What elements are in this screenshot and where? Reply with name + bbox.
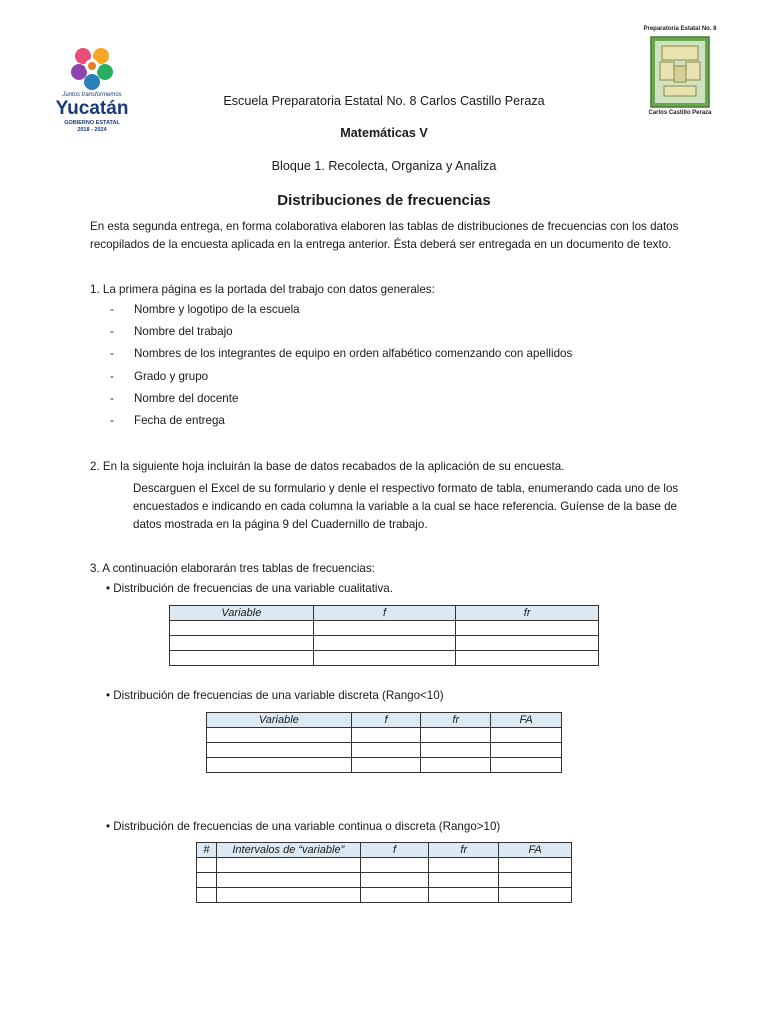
table-cell[interactable] <box>499 858 572 873</box>
table-cell[interactable] <box>360 888 429 903</box>
list-item-text: Nombre del trabajo <box>134 325 233 338</box>
logo-years: 2018 - 2024 <box>77 127 107 133</box>
table-cell[interactable] <box>207 728 352 743</box>
table-row <box>207 758 562 773</box>
table-header-cell: fr <box>429 843 499 858</box>
list-item-text: Nombre del docente <box>134 392 239 405</box>
table-header-row <box>197 843 572 858</box>
table-cell[interactable] <box>313 621 456 636</box>
table-row <box>170 651 599 666</box>
table-row <box>170 621 599 636</box>
subject-title: Matemáticas V <box>340 126 428 140</box>
intro-line-2: recopilados de la encuesta aplicada en la entrega anterior. Ésta deberá ser entregada en un documento de texto. <box>90 238 672 251</box>
section2-line-2: encuestados e indicando en cada columna la variable a la cual se hace referencia. Guíense de la base de <box>133 500 677 513</box>
seal-bottom-text: Carlos Castillo Peraza <box>648 110 712 116</box>
table-row <box>170 636 599 651</box>
list-dash: - <box>110 347 114 360</box>
table-cell[interactable] <box>360 858 429 873</box>
table-header-cell: fr <box>421 713 491 728</box>
list-dash: - <box>110 370 114 383</box>
section2-heading: 2. En la siguiente hoja incluirán la base de datos recabados de la aplicación de su encuesta. <box>90 460 565 473</box>
table-cell[interactable] <box>421 758 491 773</box>
document-title: Distribuciones de frecuencias <box>277 192 491 209</box>
yucatan-government-logo <box>44 40 140 140</box>
table-header-cell: f <box>360 843 429 858</box>
table-cell[interactable] <box>429 858 499 873</box>
yucatan-emblem-icon <box>44 40 140 100</box>
table2-label: • Distribución de frecuencias de una variable discreta (Rango<10) <box>106 689 444 702</box>
table-cell[interactable] <box>429 888 499 903</box>
table-cell[interactable] <box>456 651 599 666</box>
table-header-row <box>207 713 562 728</box>
table-row <box>197 858 572 873</box>
table-cell[interactable] <box>313 651 456 666</box>
block-title: Bloque 1. Recolecta, Organiza y Analiza <box>271 159 497 173</box>
table-cell[interactable] <box>491 743 562 758</box>
table-cell[interactable] <box>351 743 421 758</box>
list-item-text: Nombres de los integrantes de equipo en orden alfabético comenzando con apellidos <box>134 347 573 360</box>
table-header-cell: Intervalos de “variable” <box>216 843 360 858</box>
table-cell[interactable] <box>456 621 599 636</box>
table-cell[interactable] <box>351 758 421 773</box>
list-item-text: Fecha de entrega <box>134 414 225 427</box>
table-cell[interactable] <box>499 873 572 888</box>
table-cell[interactable] <box>207 758 352 773</box>
table-header-cell: fr <box>456 606 599 621</box>
table-cell[interactable] <box>207 743 352 758</box>
table-cell[interactable] <box>421 728 491 743</box>
table-row <box>197 888 572 903</box>
table-header-cell: FA <box>491 713 562 728</box>
table1-label: • Distribución de frecuencias de una variable cualitativa. <box>106 582 393 595</box>
table-cell[interactable] <box>197 888 217 903</box>
table-cell[interactable] <box>491 758 562 773</box>
table-header-cell: f <box>313 606 456 621</box>
table-header-cell: FA <box>499 843 572 858</box>
table-header-cell: Variable <box>207 713 352 728</box>
table-cell[interactable] <box>491 728 562 743</box>
list-dash: - <box>110 414 114 427</box>
table-header-cell: Variable <box>170 606 314 621</box>
section2-line-1: Descarguen el Excel de su formulario y denle el respectivo formato de tabla, enumerando cada uno de los <box>133 482 679 495</box>
table-cell[interactable] <box>216 888 360 903</box>
table-row <box>207 728 562 743</box>
table-cell[interactable] <box>216 858 360 873</box>
table-cell[interactable] <box>197 858 217 873</box>
table-cell[interactable] <box>351 728 421 743</box>
logo-slogan: Juntos transformemos <box>62 92 122 98</box>
section1-heading: 1. La primera página es la portada del trabajo con datos generales: <box>90 283 435 296</box>
table-cell[interactable] <box>216 873 360 888</box>
table3-label: • Distribución de frecuencias de una variable continua o discreta (Rango>10) <box>106 820 501 833</box>
school-name: Escuela Preparatoria Estatal No. 8 Carlos Castillo Peraza <box>223 94 545 108</box>
frequency-table-qualitative <box>169 605 599 666</box>
list-item-text: Nombre y logotipo de la escuela <box>134 303 300 316</box>
table-cell[interactable] <box>499 888 572 903</box>
table-cell[interactable] <box>456 636 599 651</box>
intro-line-1: En esta segunda entrega, en forma colaborativa elaboren las tablas de distribuciones de frecuencias con los datos <box>90 220 679 233</box>
table-cell[interactable] <box>170 651 314 666</box>
table-cell[interactable] <box>421 743 491 758</box>
section3-heading: 3. A continuación elaborarán tres tablas de frecuencias: <box>90 562 375 575</box>
table-row <box>207 743 562 758</box>
table-cell[interactable] <box>170 621 314 636</box>
frequency-table-discrete <box>206 712 562 773</box>
table-cell[interactable] <box>197 873 217 888</box>
logo-government: GOBIERNO ESTATAL <box>64 120 120 126</box>
logo-yucatan: Yucatán <box>55 98 129 119</box>
list-dash: - <box>110 392 114 405</box>
table-cell[interactable] <box>313 636 456 651</box>
frequency-table-intervals <box>196 842 572 903</box>
table-cell[interactable] <box>429 873 499 888</box>
table-header-cell: # <box>197 843 217 858</box>
table-header-cell: f <box>351 713 421 728</box>
list-dash: - <box>110 325 114 338</box>
table-row <box>197 873 572 888</box>
table-header-row <box>170 606 599 621</box>
list-dash: - <box>110 303 114 316</box>
seal-top-text: Preparatoria Estatal No. 8 <box>643 26 717 32</box>
table-cell[interactable] <box>360 873 429 888</box>
list-item-text: Grado y grupo <box>134 370 209 383</box>
section2-line-3: datos mostrada en la página 9 del Cuadernillo de trabajo. <box>133 518 428 531</box>
table-cell[interactable] <box>170 636 314 651</box>
